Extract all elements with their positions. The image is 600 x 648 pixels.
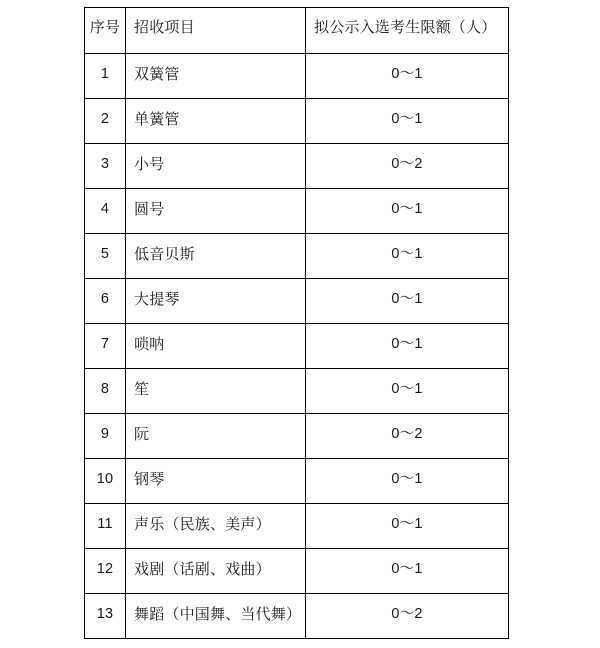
row-index: 9 [100,426,110,442]
cell-program [126,414,306,459]
column-header-index [85,8,126,54]
row-quota: 0～1 [391,561,423,577]
column-header-quota [306,8,509,54]
column-header-program [126,8,306,54]
row-index: 4 [100,201,110,217]
cell-index [85,459,126,504]
row-index: 6 [100,291,110,307]
cell-index [85,549,126,594]
cell-program [126,234,306,279]
cell-index [85,369,126,414]
row-index: 5 [100,246,110,262]
cell-index [85,234,126,279]
table-row [85,549,509,594]
row-index: 1 [100,66,110,82]
table-row [85,144,509,189]
cell-program [126,549,306,594]
row-quota: 0～1 [391,516,423,532]
table-row [85,459,509,504]
row-index: 10 [96,471,114,487]
row-quota: 0～1 [391,381,423,397]
row-quota: 0～1 [391,111,423,127]
cell-index [85,594,126,639]
cell-index [85,54,126,99]
cell-index [85,504,126,549]
table-row [85,99,509,144]
table-body [85,54,509,639]
table-header [85,8,509,54]
cell-quota [306,189,509,234]
cell-index [85,414,126,459]
cell-quota [306,414,509,459]
row-index: 2 [100,111,110,127]
row-program: 圆号 [134,201,165,218]
row-program: 戏剧（话剧、戏曲） [134,561,271,578]
cell-quota [306,549,509,594]
cell-program [126,504,306,549]
cell-index [85,99,126,144]
row-program: 单簧管 [134,111,180,128]
table-row [85,54,509,99]
row-quota: 0～1 [391,336,423,352]
row-index: 12 [96,561,114,577]
cell-quota [306,324,509,369]
cell-program [126,594,306,639]
table-header-row [85,8,509,54]
row-quota: 0～1 [391,471,423,487]
cell-program [126,279,306,324]
row-index: 3 [100,156,110,172]
cell-quota [306,504,509,549]
row-quota: 0～1 [391,291,423,307]
table-row [85,369,509,414]
row-program: 钢琴 [134,471,165,488]
cell-program [126,99,306,144]
table-row [85,234,509,279]
cell-program [126,324,306,369]
cell-quota [306,54,509,99]
row-program: 低音贝斯 [134,246,195,263]
row-program: 双簧管 [134,66,180,83]
cell-index [85,324,126,369]
table-row [85,324,509,369]
row-program: 声乐（民族、美声） [134,516,271,533]
row-index: 11 [97,516,113,532]
cell-program [126,369,306,414]
enrollment-quota-table [84,7,509,639]
table-row [85,594,509,639]
table-row [85,504,509,549]
row-quota: 0～2 [391,426,423,442]
cell-quota [306,279,509,324]
row-program: 舞蹈（中国舞、当代舞） [134,606,302,623]
cell-index [85,189,126,234]
cell-quota [306,459,509,504]
column-header-program-label: 招收项目 [134,19,195,36]
row-program: 大提琴 [134,291,180,308]
row-index: 13 [96,606,114,622]
cell-index [85,279,126,324]
row-program: 唢呐 [134,336,165,353]
cell-program [126,459,306,504]
cell-program [126,189,306,234]
cell-index [85,144,126,189]
row-program: 阮 [134,426,150,443]
row-index: 7 [100,336,110,352]
row-quota: 0～2 [391,156,423,172]
column-header-quota-label: 拟公示入选考生限额（人） [314,19,497,36]
row-quota: 0～2 [391,606,423,622]
cell-quota [306,144,509,189]
row-program: 笙 [134,381,150,398]
cell-program [126,144,306,189]
row-program: 小号 [134,156,165,173]
cell-program [126,54,306,99]
cell-quota [306,369,509,414]
table-row [85,414,509,459]
row-quota: 0～1 [391,66,423,82]
row-quota: 0～1 [391,201,423,217]
table-row [85,279,509,324]
table-row [85,189,509,234]
row-index: 8 [100,381,110,397]
column-header-index-label: 序号 [89,19,121,36]
cell-quota [306,99,509,144]
row-quota: 0～1 [391,246,423,262]
cell-quota [306,234,509,279]
cell-quota [306,594,509,639]
